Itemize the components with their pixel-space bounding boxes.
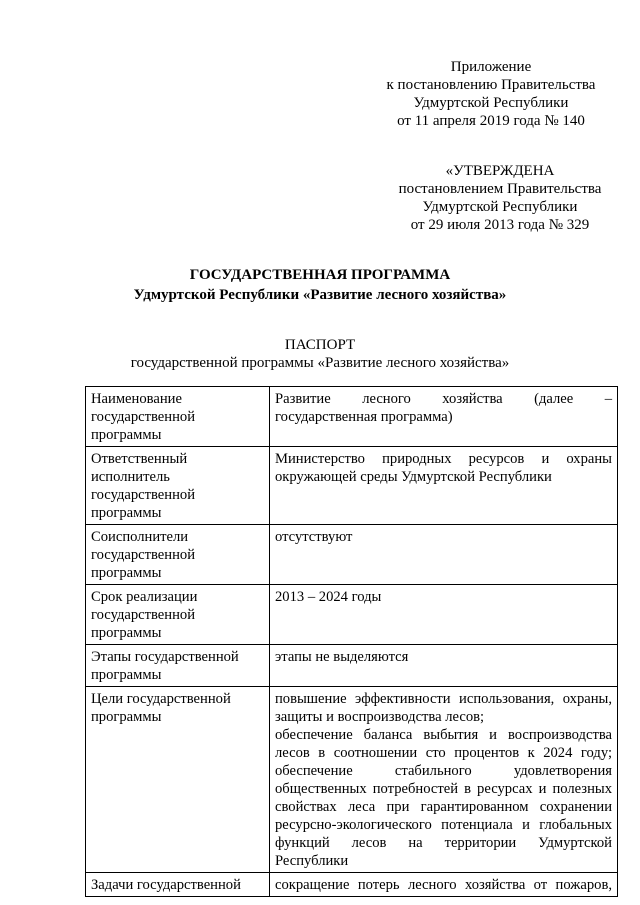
row-value-line: лесов в соотношении сто процентов к 2024 году; [275, 745, 612, 761]
document-title [0, 265, 640, 305]
row-value-cell [270, 387, 618, 447]
title-line-1: ГОСУДАРСТВЕННАЯ ПРОГРАММА [189, 267, 451, 283]
table-row [86, 447, 618, 525]
row-label-line: Цели государственной [91, 691, 231, 707]
row-label-cell [86, 525, 270, 585]
row-label-line: Срок реализации [91, 589, 198, 605]
row-label-line: государственной [91, 547, 196, 563]
row-label-line: программы [91, 625, 162, 641]
table-row [86, 645, 618, 687]
row-label-line: Этапы государственной [91, 649, 239, 665]
table-row [86, 873, 618, 897]
approval-line: Удмуртской Республики [422, 199, 578, 215]
row-label-line: государственной [91, 607, 196, 623]
passport-subheading: государственной программы «Развитие лесного хозяйства» [130, 355, 510, 371]
row-label-cell [86, 387, 270, 447]
appendix-line: Приложение [450, 59, 532, 75]
row-value-line: государственная программа) [275, 409, 453, 425]
row-value-line: свойствах леса при гарантированном сохранении [275, 799, 612, 815]
row-value-line: функций лесов на территории Удмуртской [275, 835, 612, 851]
row-value-line: окружающей среды Удмуртской Республики [275, 469, 552, 485]
row-label-cell [86, 687, 270, 873]
row-value-line: обеспечение стабильного удовлетворения [275, 763, 612, 779]
table-row [86, 585, 618, 645]
title-line-2: Удмуртской Республики «Развитие лесного хозяйства» [133, 287, 507, 303]
row-value-cell [270, 687, 618, 873]
row-value-line: Республики [275, 853, 349, 869]
row-value-line: ресурсно-экологического потенциала и глобальных [275, 817, 612, 833]
row-label-line: Наименование [91, 391, 182, 407]
row-label-cell [86, 447, 270, 525]
appendix-line: Удмуртской Республики [413, 95, 569, 111]
row-value-line: общественных потребностей в ресурсах и полезных [275, 781, 612, 797]
row-label-line: программы [91, 565, 162, 581]
row-value-cell [270, 645, 618, 687]
row-label-line: исполнитель [91, 469, 170, 485]
row-label-cell [86, 585, 270, 645]
row-value-cell [270, 447, 618, 525]
table-row [86, 687, 618, 873]
row-label-line: программы [91, 667, 162, 683]
row-value-line: Министерство природных ресурсов и охраны [275, 451, 612, 467]
row-label-line: программы [91, 709, 162, 725]
row-value-line: обеспечение баланса выбытия и воспроизводства [275, 727, 612, 743]
table-row [86, 525, 618, 585]
appendix-line: от 11 апреля 2019 года № 140 [397, 113, 585, 129]
appendix-block [378, 58, 604, 130]
row-value-cell [270, 525, 618, 585]
row-value-line: отсутствуют [275, 529, 353, 545]
approval-line: постановлением Правительства [398, 181, 602, 197]
appendix-line: к постановлению Правительства [386, 77, 596, 93]
row-label-line: программы [91, 427, 162, 443]
passport-heading: ПАСПОРТ [284, 337, 356, 353]
row-label-line: государственной [91, 487, 196, 503]
approval-block [380, 162, 620, 234]
row-label-cell [86, 873, 270, 897]
row-value-cell [270, 873, 618, 897]
row-value-line: этапы не выделяются [275, 649, 409, 665]
row-value-cell [270, 585, 618, 645]
row-value-line: сокращение потерь лесного хозяйства от пожаров, [275, 877, 612, 893]
row-label-line: Соисполнители [91, 529, 189, 545]
approval-line: от 29 июля 2013 года № 329 [410, 217, 590, 233]
row-value-line: защиты и воспроизводства лесов; [275, 709, 485, 725]
row-label-cell [86, 645, 270, 687]
row-label-line: программы [91, 505, 162, 521]
row-value-line: Развитие лесного хозяйства (далее – [275, 391, 612, 407]
row-label-line: государственной [91, 409, 196, 425]
row-value-line: 2013 – 2024 годы [275, 589, 382, 605]
row-value-line: повышение эффективности использования, охраны, [275, 691, 612, 707]
table-row [86, 387, 618, 447]
row-label-line: Задачи государственной [91, 877, 241, 893]
approval-line: «УТВЕРЖДЕНА [445, 163, 555, 179]
passport-table [85, 386, 618, 897]
passport-heading-block [0, 336, 640, 372]
row-label-line: Ответственный [91, 451, 188, 467]
